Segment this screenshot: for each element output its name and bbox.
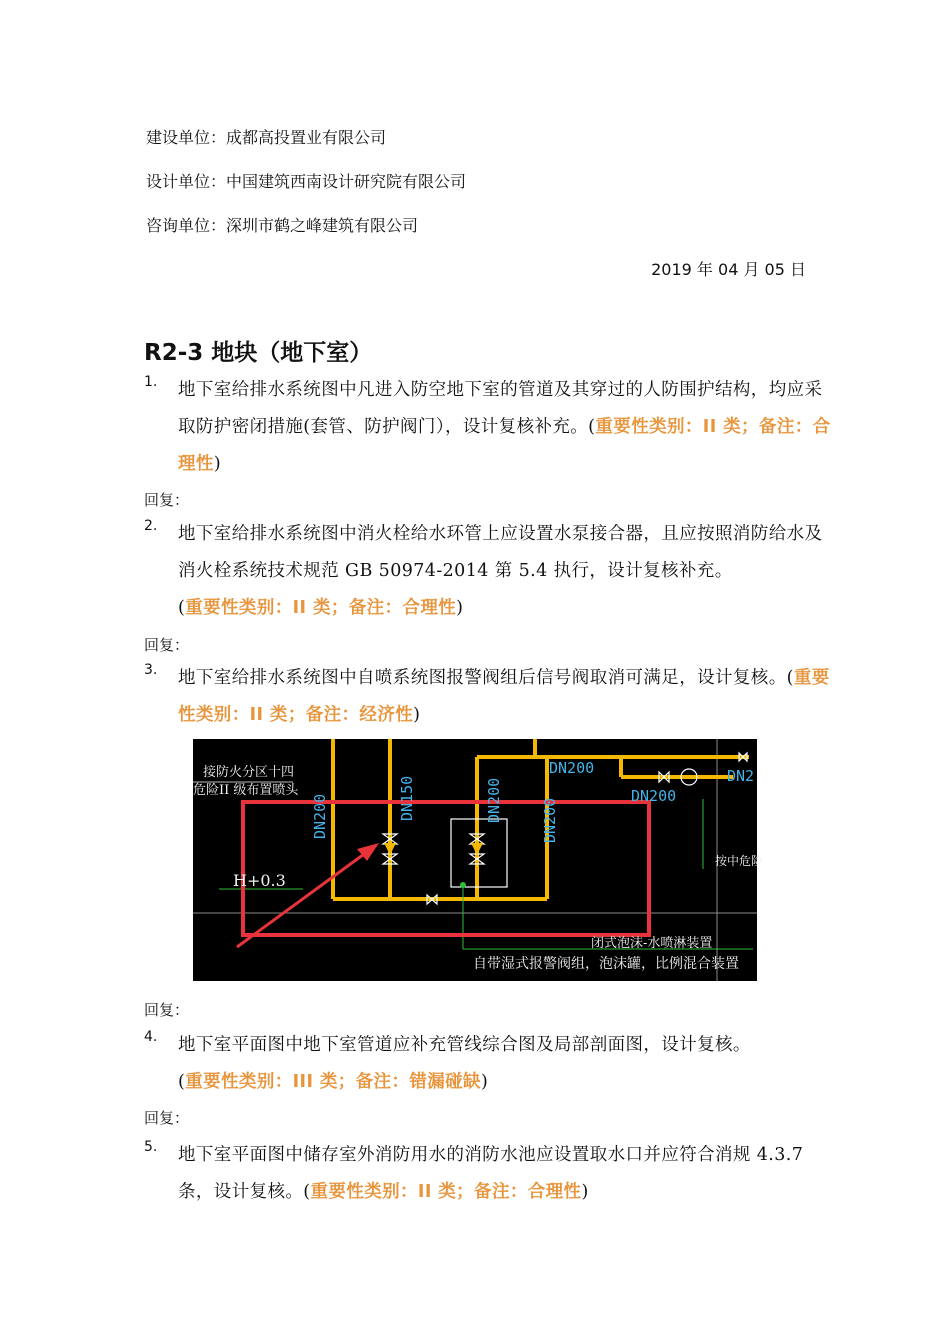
item-text: 地下室平面图中储存室外消防用水的消防水池应设置取水口并应符合消规 4.3.7 条，设计复核。( (178, 1145, 804, 1202)
elevation-label: H+0.3 (233, 871, 286, 890)
list-item (144, 1137, 834, 1211)
reply-label: 回复： (144, 636, 190, 654)
item-text: 地下室给排水系统图中消火栓给水环管上应设置水泵接合器，且应按照消防给水及消火栓系统技术规范 GB 50974-2014 第 5.4 执行，设计复核补充。 ( (178, 524, 823, 618)
designer-line: 设计单位：中国建筑西南设计研究院有限公司 (146, 172, 467, 191)
item-number: 5. (144, 1139, 158, 1155)
item-number: 3. (144, 662, 158, 678)
item-close: ) (213, 454, 222, 474)
cad-drawing-figure (193, 739, 764, 981)
importance-tag: 重要性类别：II 类；备注：合理性 (178, 417, 831, 474)
item-number: 1. (144, 374, 158, 390)
reply-label: 回复： (144, 1001, 190, 1019)
importance-tag: 重要性类别：III 类；备注：错漏碰缺 (185, 1072, 481, 1092)
pipe-size-label: DN200 (485, 777, 503, 823)
importance-tag: 重要性类别：II 类；备注：合理性 (185, 598, 457, 618)
list-item (144, 660, 834, 734)
pipe-size-label: DN200 (549, 759, 595, 777)
figure-label: 闭式泡沫-水喷淋装置 (591, 936, 713, 951)
importance-tag: 重要性类别：II 类；备注：经济性 (178, 668, 830, 725)
list-item (144, 1027, 834, 1101)
pipe-size-label: DN200 (541, 797, 559, 843)
pipe-size-label: DN2 (727, 767, 755, 785)
section-title: R2-3 地块（地下室） (144, 340, 373, 366)
figure-label: 接防火分区十四 (203, 765, 295, 780)
item-close: ) (456, 598, 464, 618)
pipe-size-label: DN200 (311, 793, 329, 839)
document-date: 2019 年 04 月 05 日 (651, 260, 806, 279)
figure-label: 按中危险 (715, 854, 764, 868)
pipe-size-label: DN200 (631, 787, 677, 805)
item-number: 2. (144, 518, 158, 534)
builder-line: 建设单位：成都高投置业有限公司 (146, 128, 387, 147)
item-text: 地下室给排水系统图中自喷系统图报警阀组后信号阀取消可满足，设计复核。( (178, 668, 794, 688)
importance-tag: 重要性类别：II 类；备注：合理性 (310, 1182, 582, 1202)
item-text: 地下室给排水系统图中凡进入防空地下室的管道及其穿过的人防围护结构，均应采取防护密闭措施(套管、防护阀门），设计复核补充。( (178, 380, 823, 437)
item-close: ) (413, 705, 421, 725)
consultant-line: 咨询单位：深圳市鹤之峰建筑有限公司 (146, 216, 419, 235)
reply-label: 回复： (144, 1109, 190, 1127)
item-number: 4. (144, 1029, 158, 1045)
figure-label: 危险II 级布置喷头 (193, 783, 299, 798)
reply-label: 回复： (144, 491, 190, 509)
list-item (144, 516, 834, 627)
pipe-size-label: DN150 (398, 775, 416, 821)
item-close: ) (480, 1072, 489, 1092)
item-text: 地下室平面图中地下室管道应补充管线综合图及局部剖面图，设计复核。 ( (178, 1035, 751, 1092)
list-item (144, 372, 834, 483)
item-close: ) (581, 1182, 589, 1202)
figure-label: 自带湿式报警阀组，泡沫罐，比例混合装置 (473, 956, 739, 972)
